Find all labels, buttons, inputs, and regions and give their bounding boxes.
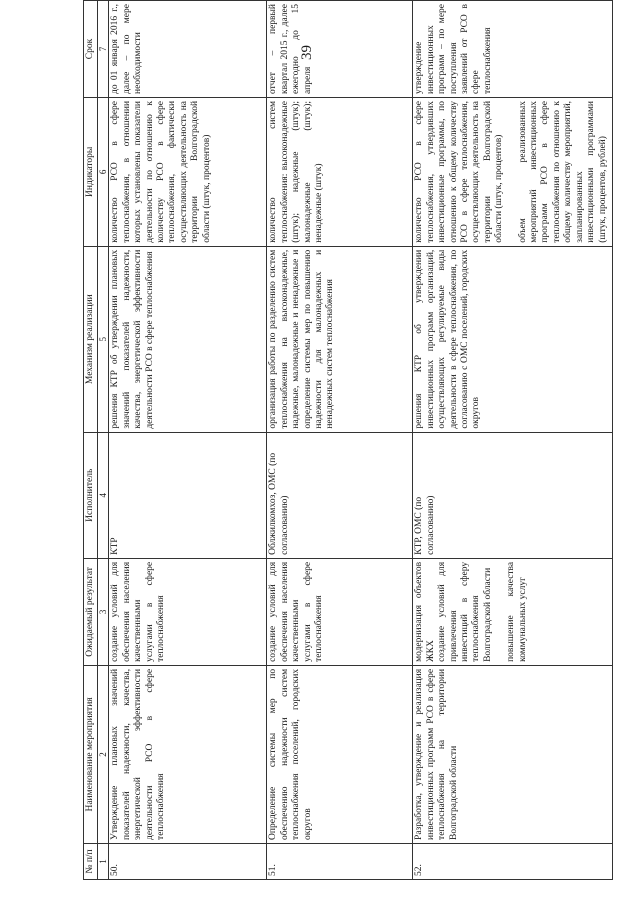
executor: Облжилкомхоз, ОМС (по согласованию) [267,432,413,558]
mechanism: решения КТР об утверждении инвестиционных программ организаций, осуществляющих регулируемые виды деятельности в сфере теплоснабжения, по согласованию с ОМС поселений, городских округов [413,246,613,432]
indicators: количество РСО в сфере теплоснабжения, в отношении которых установлены показатели деятельности по отношению к количеству РСО в сфере теплоснабжения, фактически осуществляющих деятельность на территории Волгоградской области (штук, процентов) [109,97,267,246]
rotated-table-wrapper [83,0,623,880]
executor: КТР, ОМС (по согласованию) [413,432,613,558]
spacer [506,101,518,243]
indicators-cell [413,97,613,246]
table-row [267,1,413,880]
spacer [494,562,506,662]
row-number: 51. [267,843,413,879]
expected-result: повышение качества коммунальных услуг [506,561,528,662]
mechanism: организация работы по разделению систем теплоснабжения на высоконадежные, надежные, малонадежные и ненадежные и определение системы мер по повышению надежности для малонадежных и ненадежных систем теплоснабжения [267,246,413,432]
expected-result: создание условий для обеспечения населения качественными услугами в сфере теплоснабжения [109,558,267,665]
activity-name: Определение системы мер по обеспечению надежности систем теплоснабжения поселений, городских округов [267,665,413,843]
mechanism: решения КТР об утверждении плановых значений показателей надежности, качества, энергетической эффективности деятельности РСО в сфере теплоснабжения [109,246,267,432]
executor: КТР [109,432,267,558]
header-indicators: Индикаторы [84,97,98,246]
header-activity-name: Наименование мероприятия [84,665,98,843]
column-number: 2 [98,665,109,843]
activity-table [83,0,613,880]
header-executor: Исполнитель [84,432,98,558]
expected-result: создание условий для привлечения инвестиций в сферу теплоснабжения Волгоградской области [437,561,493,662]
activity-name: Утверждение плановых значений показателей надежности, качества, энергетической эффективности деятельности РСО в сфере теплоснабжения [109,665,267,843]
header-deadline: Срок [84,1,98,98]
page-number: 39 [299,45,315,60]
table-row [109,1,267,880]
row-number: 52. [413,843,613,879]
column-number: 6 [98,97,109,246]
column-number: 1 [98,843,109,879]
header-expected-result: Ожидаемый результат [84,558,98,665]
column-number: 4 [98,432,109,558]
column-number-row [98,1,109,880]
column-number: 7 [98,1,109,98]
deadline: до 01 января 2016 г., далее – по мере необходимости [109,1,267,98]
deadline: утверждение инвестиционных программ – по мере поступления заявлений от РСО в сфере теплоснабжения [413,1,613,98]
header-number: № п/п [84,843,98,879]
expected-result: создание условий для обеспечения населения качественными услугами в сфере теплоснабжения [267,558,413,665]
deadline: отчет – первый квартал 2015 г., далее ежегодно до 15 апреля [267,1,413,98]
column-number: 3 [98,558,109,665]
expected-result-cell [413,558,613,665]
indicators: объем реализованных мероприятий инвестиционных программ РСО в сфере теплоснабжения по отношению к общему количеству мероприятий, запланированных инвестиционными программами (штук, процентов, рублей) [517,100,608,243]
header-mechanism: Механизм реализации [84,246,98,432]
table-header-row [84,1,98,880]
indicators: количество РСО в сфере теплоснабжения, утвердивших инвестиционные программы, по отношению к общему количеству РСО в сфере теплоснабжения, осуществляющих деятельность на территории Волгоградской области (штук, процентов) [414,100,505,243]
column-number: 5 [98,246,109,432]
indicators: количество систем теплоснабжения: высоконадежные (штук); надежные (штук); малонадежные (штук); ненадежные (штук) [267,97,413,246]
expected-result: модернизация объектов ЖКХ [414,561,436,662]
row-number: 50. [109,843,267,879]
table-row [413,1,613,880]
activity-name: Разработка, утверждение и реализация инвестиционных программ РСО в сфере теплоснабжения на территории Волгоградской области [413,665,613,843]
